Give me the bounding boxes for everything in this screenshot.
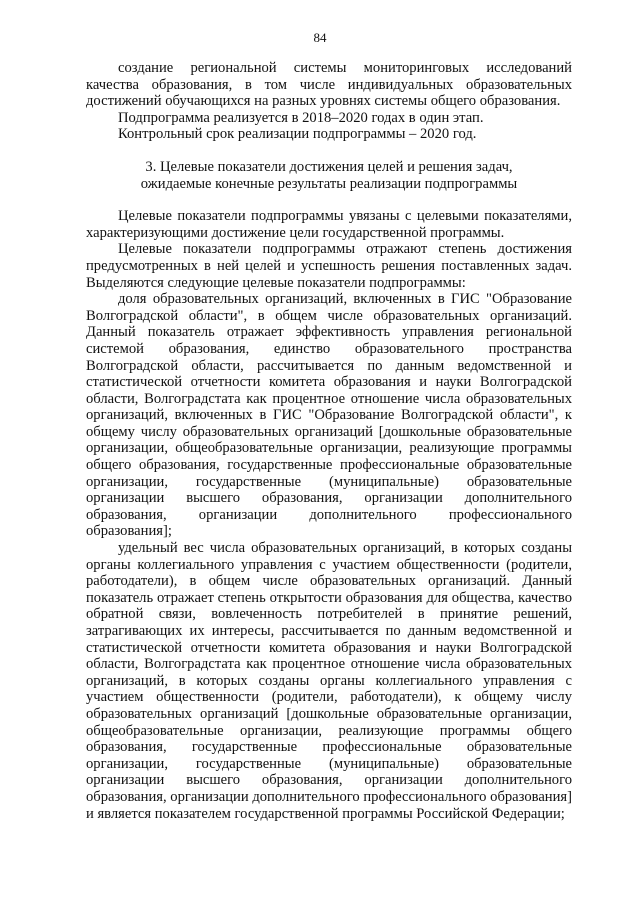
- page-number: 84: [313, 30, 327, 45]
- section-heading-line-1: 3. Целевые показатели достижения целей и решения задач,: [145, 158, 513, 175]
- section-heading-line-2: ожидаемые конечные результаты реализации подпрограммы: [140, 175, 518, 192]
- section-heading: [86, 159, 572, 192]
- paragraph-control-deadline: Контрольный срок реализации подпрограммы – 2020 год.: [118, 126, 477, 143]
- document-body: [86, 60, 572, 822]
- paragraph-indicators-linked: Целевые показатели подпрограммы увязаны с целевыми показателями, характеризующими достижение цели государственной программы.: [86, 208, 572, 241]
- paragraph-collegial-management-share: удельный вес числа образовательных организаций, в которых созданы органы коллегиального управления с участием общественности (родители, работодатели), в общем числе образовательных организаций. Данный показатель отражает степень открытости образования для общества, качество обратной связи, вовлеченность потребителей в принятие решений, затрагивающих их интересы, рассчитывается по данным ведомственной и статистической отчетности комитета образования и науки Волгоградской области, Волгоградстата как процентное отношение числа образовательных организаций, в которых созданы органы коллегиального управления с участием общественности (родители, работодатели), к общему числу образовательных организаций [дошкольные образовательные организации, общеобразовательные организации, реализующие программы общего образования, государственные профессиональные образовательные организации, государственные (муниципальные) образовательные организации высшего образования, организации дополнительного образования, организации дополнительного профессионального образования] и является показателем государственной программы Российской Федерации;: [86, 540, 572, 822]
- paragraph-monitoring: создание региональной системы мониторинговых исследований качества образования, в том числе индивидуальных образовательных достижений обучающихся на разных уровнях системы общего образования.: [86, 60, 572, 110]
- paragraph-gis-share: доля образовательных организаций, включенных в ГИС "Образование Волгоградской области", в общем числе образовательных организаций. Данный показатель отражает эффективность управления региональной системой образования, единство образовательного пространства Волгоградской области, рассчитывается по данным ведомственной и статистической отчетности комитета образования и науки Волгоградской области, Волгоградстата как процентное отношение числа образовательных организаций, включенных в ГИС "Образование Волгоградской области", к общему числу образовательных организаций [дошкольные образовательные организации, общеобразовательные организации, реализующие программы общего образования, государственные профессиональные образовательные организации, государственные (муниципальные) образовательные организации высшего образования, организации дополнительного образования, организации дополнительного профессионального образования];: [86, 291, 572, 540]
- paragraph-indicators-reflect: Целевые показатели подпрограммы отражают степень достижения предусмотренных в ней целей и успешность решения поставленных задач. Выделяются следующие целевые показатели подпрограммы:: [86, 241, 572, 291]
- paragraph-implementation-period: Подпрограмма реализуется в 2018–2020 годах в один этап.: [118, 109, 484, 126]
